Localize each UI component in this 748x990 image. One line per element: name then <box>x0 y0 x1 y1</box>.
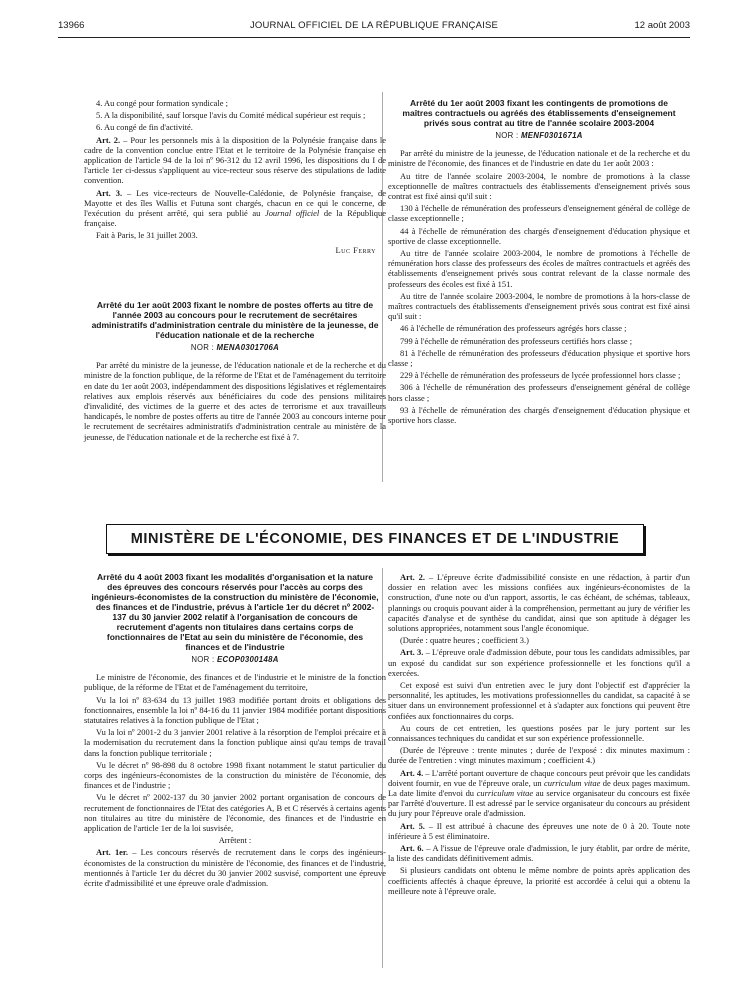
paragraph: 81 à l'échelle de rémunération des professeurs d'éducation physique et sportive hors classe ; <box>388 347 690 369</box>
paragraph: 46 à l'échelle de rémunération des professeurs agrégés hors classe ; <box>400 323 627 334</box>
paragraph: 130 à l'échelle de rémunération des professeurs d'enseignement général de collège de classe exceptionnelle ; <box>388 203 690 224</box>
article-text: de deux pages maximum. La date limite d'envoi du <box>388 777 690 799</box>
article-label: Art. 3. <box>96 187 123 198</box>
article-1 <box>84 847 386 888</box>
article-text: – L'épreuve écrite d'admissibilité consiste en une rédaction, à partir d'un dossier en relation avec les missions confiées aux ingénieurs-économistes de la construction, d'une note ou d'un rapport, assortis, le cas échéant, de schémas, tableaux, plannings ou croquis pouvant aider à la compréhension, permettant au jury de vérifier les capacités d'analyse et de synthèse du candidat, ainsi que son aptitude à dégager les solutions appropriées, notamment sous l'angle économique. <box>388 572 690 634</box>
bottom-right-column <box>388 572 690 898</box>
article-text: – Les vice-recteurs de Nouvelle-Calédonie, de Polynésie française, de Mayotte et des îles Wallis et Futuna sont chargés, chacun en ce qui le concerne, de l'exécution du présent arrêté, qui sera publié au <box>84 187 387 219</box>
signature: Luc Ferry <box>335 244 376 255</box>
paragraph: 229 à l'échelle de rémunération des professeurs de lycée professionnel hors classe ; <box>400 370 681 381</box>
decree-contingents <box>388 98 690 427</box>
paragraph: Au titre de l'année scolaire 2003-2004, le nombre de promotions à l'échelle de rémunération hors classe des professeurs des écoles de maîtres contractuels et agréés des établissements d'enseignement privés sous contrat relevant de la classe normale des professeurs des écoles est fixé à 151. <box>388 248 690 289</box>
done-at: Fait à Paris, le 31 juillet 2003. <box>96 230 198 241</box>
nor-reference: NOR : ECOP0300148A <box>191 655 279 664</box>
page-header <box>58 20 690 34</box>
article-text: – Pour les personnels mis à la disposition de la Polynésie française dans le cadre de la convention conclue entre l'Etat et le territoire de la Polynésie française en application de l'article 94 de la loi nº 96-312 du 12 avril 1996, les dispositions du I de l'article 1er ci-dessus s'appliquent au vice-recteur sous réserve des stipulations de ladite convention. <box>84 134 387 186</box>
article-3 <box>388 647 690 678</box>
paragraph: Vu le décret nº 98-898 du 8 octobre 1998 fixant notamment le statut particulier du corps des ingénieurs-économistes de la construction du ministère de l'économie, des finances et de l'industrie ; <box>84 759 386 791</box>
article-5 <box>388 821 690 841</box>
nor-reference: NOR : MENA0301706A <box>190 343 280 352</box>
curriculum-vitae: curriculum vitae <box>544 777 601 788</box>
paragraph: 799 à l'échelle de rémunération des professeurs certifiés hors classe ; <box>400 335 633 346</box>
decree-body: Par arrêté du ministre de la jeunesse, de l'éducation nationale et de la recherche et du ministre de la fonction publique, de la réforme de l'Etat et de l'aménagement du territoire en date du 1er août 2003, indépendamment des dispositions législatives et réglementaires relatives aux emplois réservés aux bénéficiaires du code des pensions militaires d'invalidité, des victimes de la guerre et des actes de terrorisme et aux travailleurs handicapés, le nombre de postes offerts au titre de l'année 2003 au concours interne pour le recrutement de secrétaires administratifs d'administration centrale au ministère de la jeunesse, de l'éducation nationale et de la recherche est fixé à 7. <box>84 360 386 442</box>
article-label: Art. 6. <box>400 843 424 854</box>
paragraph: Au cours de cet entretien, les questions posées par le jury portent sur les connaissances techniques du candidat et sur son expérience professionnelle. <box>388 722 690 744</box>
article-label: Art. 4. <box>400 767 424 778</box>
article-label: Art. 5. <box>400 820 425 831</box>
list-item: 5. A la disponibilité, sauf lorsque l'avis du Comité médical supérieur est requis ; <box>96 110 366 121</box>
header-rule <box>58 37 690 38</box>
article-2 <box>388 572 690 633</box>
top-left-column <box>84 98 386 263</box>
decree-title: Arrêté du 1er août 2003 fixant le nombre de postes offerts au titre de l'année 2003 au concours pour le recrutement de secrétaires administratifs d'administration centrale du ministère de la jeunesse, de l'éducation nationale et de la recherche <box>91 300 379 340</box>
paragraph: Vu la loi nº 2001-2 du 3 janvier 2001 relative à la résorption de l'emploi précaire et à la modernisation du recrutement dans la fonction publique ainsi qu'au temps de travail dans la fonction publique territoriale ; <box>84 727 386 758</box>
article-label: Art. 2. <box>96 134 121 145</box>
article-6 <box>388 843 690 863</box>
page-number: 13966 <box>58 20 85 31</box>
paragraph: Au titre de l'année scolaire 2003-2004, le nombre de promotions à la classe exceptionnelle de maîtres contractuels des établissements d'enseignement privés sous contrat est fixé ainsi qu'il suit : <box>388 170 690 202</box>
article-3 <box>84 188 386 229</box>
article-text: – Il est attribué à chacune des épreuves une note de 0 à 20. Toute note inférieure à 5 est éliminatoire. <box>388 820 690 841</box>
journal-title: JOURNAL OFFICIEL DE LA RÉPUBLIQUE FRANÇAISE <box>249 20 499 31</box>
article-text: – L'arrêté portant ouverture de chaque concours peut prévoir que les candidats doivent fournir, en vue de l'épreuve orale, un <box>388 767 690 788</box>
article-4 <box>388 768 690 819</box>
paragraph: Au titre de l'année scolaire 2003-2004, le nombre de promotions à la hors-classe de maîtres contractuels des établissements d'enseignement privés sous contrat est fixé ainsi qu'il suit : <box>388 290 690 322</box>
decree-ingenieurs <box>84 572 386 890</box>
article-text: – A l'issue de l'épreuve orale d'admission, le jury établit, par ordre de mérite, la liste des candidats définitivement admis. <box>388 843 690 864</box>
issue-date: 12 août 2003 <box>634 20 690 31</box>
nor-reference: NOR : MENF0301671A <box>495 131 583 140</box>
paragraph: Par arrêté du ministre de la jeunesse, de l'éducation nationale et de la recherche et du ministre de l'économie, des finances et de l'industrie en date du 1er août 2003 : <box>388 148 690 169</box>
article-label: Art. 1er. <box>96 847 128 858</box>
paragraph: 306 à l'échelle de rémunération des professeurs d'enseignement général de collège hors classe ; <box>388 382 690 403</box>
ministry-banner: MINISTÈRE DE L'ÉCONOMIE, DES FINANCES ET DE L'INDUSTRIE <box>106 524 644 554</box>
article-text: – L'épreuve orale d'admission débute, pour tous les candidats admissibles, par un exposé du candidat sur son expérience professionnelle et les fonctions qu'il a exercées. <box>388 647 690 678</box>
duration-note: (Durée de l'épreuve : trente minutes ; durée de l'exposé : dix minutes maximum : durée de l'entretien : vingt minutes maximum ; coefficient 4.) <box>388 745 690 766</box>
paragraph: Vu le décret nº 2002-137 du 30 janvier 2002 portant organisation de concours de recrutement de fonctionnaires de l'Etat des catégories A, B et C réservés à certains agents non titulaires au titre du ministère de l'économie, des finances et de l'industrie en application de l'article 1er de la loi susvisée, <box>84 792 386 834</box>
article-2 <box>84 135 386 186</box>
article-text: au service organisateur du concours est fixée par l'arrêté d'ouverture. Il est adressé par le service organisateur du concours au président du jury pour l'épreuve orale d'admission. <box>388 788 690 819</box>
article-label: Art. 3. <box>400 647 424 658</box>
article-text: – Les concours réservés de recrutement dans le corps des ingénieurs-économistes de la construction du ministère de l'économie, des finances et de l'industrie, mentionnés à l'article 1er du décret du 30 janvier 2002 susvisé, comportent une épreuve écrite d'admissibilité et une épreuve orale d'admission. <box>84 847 386 889</box>
duration-note: (Durée : quatre heures ; coefficient 3.) <box>400 635 529 646</box>
decree-postes <box>84 300 386 444</box>
list-item: 6. Au congé de fin d'activité. <box>96 122 193 133</box>
paragraph: Le ministre de l'économie, des finances et de l'industrie et le ministre de la fonction publique, de la réforme de l'Etat et de l'aménagement du territoire, <box>84 672 386 693</box>
paragraph: Cet exposé est suivi d'un entretien avec le jury dont l'objectif est d'apprécier la personnalité, les aptitudes, les motivations professionnelles du candidat, sa capacité à se situer dans un environnement professionnel et à s'adapter aux fonctions qui peuvent être confiées aux fonctionnaires du corps. <box>388 680 690 721</box>
decree-title: Arrêté du 4 août 2003 fixant les modalités d'organisation et la nature des épreuves des concours réservés pour l'accès au corps des ingénieurs-économistes de la construction du ministère de l'économie, des finances et de l'industrie, prévus à l'article 1er du décret nº 2002-137 du 30 janvier 2002 relatif à l'organisation de concours de recrutement d'agents non titulaires dans certains corps de fonctionnaires de l'Etat au sein du ministère de l'économie, des finances et de l'industrie <box>91 572 379 652</box>
paragraph: 44 à l'échelle de rémunération des chargés d'enseignement d'éducation physique et sportive de classe exceptionnelle. <box>388 225 690 246</box>
article-label: Art. 2. <box>400 572 425 582</box>
paragraph: 93 à l'échelle de rémunération des chargés d'enseignement d'éducation physique et sportive hors classe. <box>388 404 690 426</box>
list-item: 4. Au congé pour formation syndicale ; <box>96 98 228 108</box>
curriculum-vitae: curriculum vitae <box>476 788 534 799</box>
journal-reference: Journal officiel <box>264 208 320 219</box>
article-text: de la République française. <box>84 208 386 229</box>
arretent: Arrêtent : <box>218 835 252 846</box>
paragraph: Si plusieurs candidats ont obtenu le même nombre de points après application des coefficients affectés à chaque épreuve, la priorité est accordée à celui qui a obtenu la meilleure note à l'épreuve orale. <box>388 865 690 896</box>
paragraph: Vu la loi nº 83-634 du 13 juillet 1983 modifiée portant droits et obligations des fonctionnaires, ensemble la loi nº 84-16 du 11 janvier 1984 modifiée portant dispositions statutaires relatives à la fonction publique de l'Etat ; <box>84 694 386 726</box>
decree-title: Arrêté du 1er août 2003 fixant les contingents de promotions de maîtres contractuels ou agréés des établissements d'enseignement privés sous contrat au titre de l'année scolaire 2003-2004 <box>402 98 676 128</box>
